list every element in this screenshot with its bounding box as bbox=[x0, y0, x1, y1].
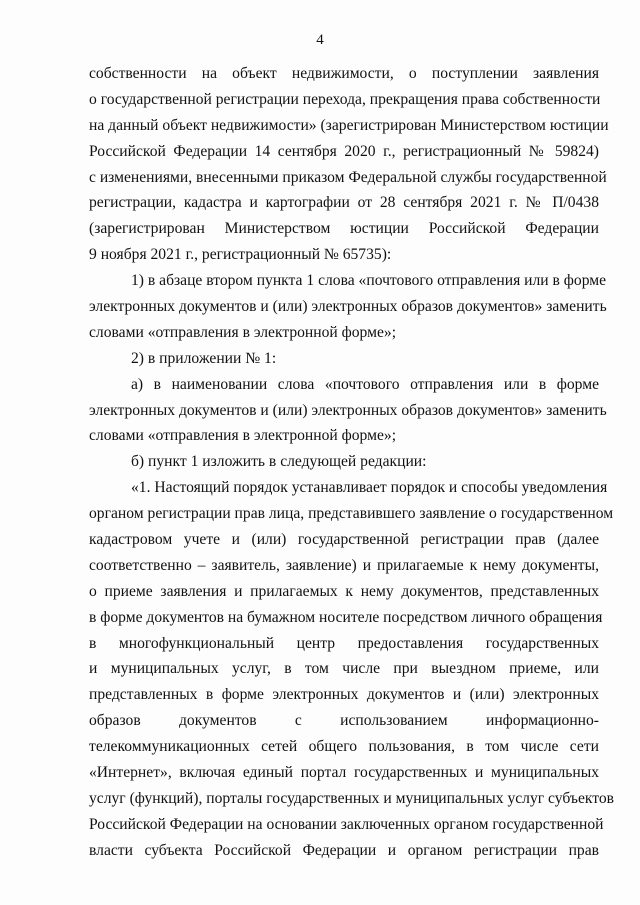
text-line: органом регистрации прав лица, представившего заявление о государственном bbox=[89, 505, 614, 523]
text-line: о государственной регистрации перехода, прекращения права собственности bbox=[89, 90, 601, 108]
text-line: а) в наименовании слова «почтового отправления или в форме bbox=[131, 375, 599, 393]
text-line: электронных документов и (или) электронных образов документов» заменить bbox=[89, 298, 607, 316]
text-line: 9 ноября 2021 г., регистрационный № 65735): bbox=[89, 246, 392, 264]
text-line: 2) в приложении № 1: bbox=[131, 349, 277, 367]
text-line: телекоммуникационных сетей общего пользования, в том числе сети bbox=[89, 738, 599, 756]
text-line: власти субъекта Российской Федерации и органом регистрации прав bbox=[89, 841, 599, 859]
text-line: в форме документов на бумажном носителе посредством личного обращения bbox=[89, 608, 603, 626]
text-line: регистрации, кадастра и картографии от 28 сентября 2021 г. № П/0438 bbox=[89, 194, 599, 212]
text-line: представленных в форме электронных документов и (или) электронных bbox=[89, 686, 599, 704]
text-line: б) пункт 1 изложить в следующей редакции: bbox=[131, 453, 427, 471]
text-line: и муниципальных услуг, в том числе при выездном приеме, или bbox=[89, 660, 599, 678]
text-line: электронных документов и (или) электронных образов документов» заменить bbox=[89, 401, 607, 419]
text-line: (зарегистрирован Министерством юстиции Российской Федерации bbox=[89, 220, 599, 238]
text-line: «Интернет», включая единый портал государственных и муниципальных bbox=[89, 764, 599, 782]
text-line: словами «отправления в электронной форме»; bbox=[89, 427, 397, 445]
text-line: Российской Федерации 14 сентября 2020 г., регистрационный № 59824) bbox=[89, 142, 599, 160]
text-line: словами «отправления в электронной форме»; bbox=[89, 323, 397, 341]
text-line: услуг (функций), порталы государственных и муниципальных услуг субъектов bbox=[89, 789, 615, 807]
text-line: в многофункциональный центр предоставления государственных bbox=[89, 634, 599, 652]
text-line: 1) в абзаце втором пункта 1 слова «почтового отправления или в форме bbox=[131, 272, 607, 290]
page-number: 4 bbox=[316, 32, 324, 48]
text-line: образов документов с использованием информационно- bbox=[89, 712, 599, 730]
text-line: кадастровом учете и (или) государственной регистрации прав (далее bbox=[89, 531, 599, 549]
text-line: на данный объект недвижимости» (зарегистрирован Министерством юстиции bbox=[89, 116, 609, 134]
text-line: «1. Настоящий порядок устанавливает порядок и способы уведомления bbox=[131, 479, 608, 497]
text-line: с изменениями, внесенными приказом Федеральной службы государственной bbox=[89, 168, 607, 186]
text-line: соответственно – заявитель, заявление) и прилагаемые к нему документы, bbox=[89, 556, 599, 574]
text-line: Российской Федерации на основании заключенных органом государственной bbox=[89, 815, 604, 833]
document-body bbox=[89, 61, 615, 864]
text-line: собственности на объект недвижимости, о поступлении заявления bbox=[89, 65, 599, 82]
text-line: о приеме заявления и прилагаемых к нему документов, представленных bbox=[89, 582, 599, 600]
